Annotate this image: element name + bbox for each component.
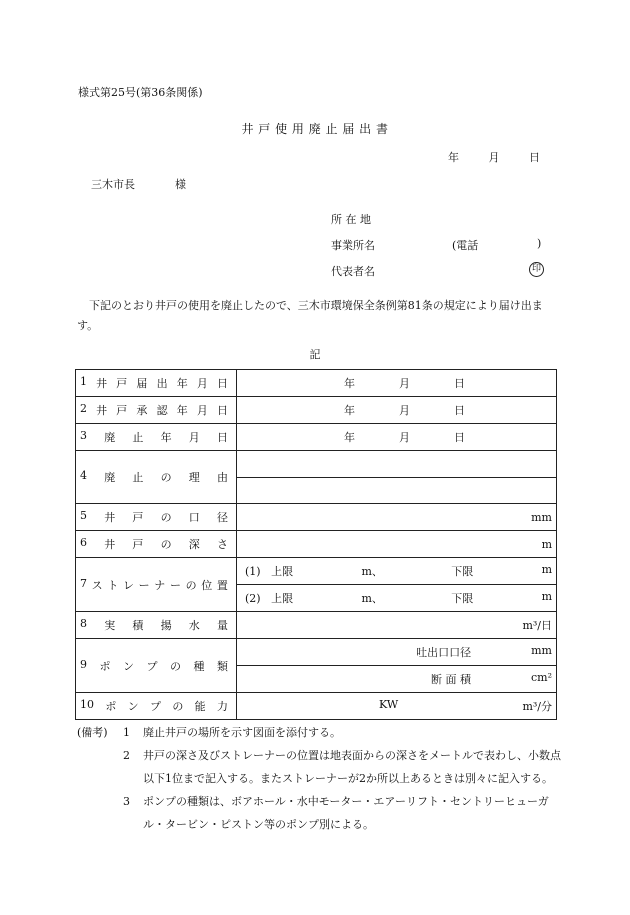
row-label-char: 深 <box>188 538 200 551</box>
row-number: 5 <box>80 509 87 522</box>
ymd-cell[interactable]: 年 月 日 <box>237 424 557 451</box>
row-label-char: 種 <box>193 659 205 673</box>
row-number: 2 <box>80 402 87 415</box>
table-row <box>76 424 557 451</box>
row-label-char: 日 <box>216 431 228 444</box>
date-month: 月 <box>488 151 500 164</box>
row-label-char: の <box>160 471 172 484</box>
ki-heading: 記 <box>309 348 321 361</box>
row-label-char: 日 <box>216 377 228 390</box>
office-name-label: 事業所名 <box>331 239 375 252</box>
depth-cell[interactable]: m <box>237 531 557 558</box>
row-label-char: 井 <box>96 377 108 390</box>
row-label-char: さ <box>216 538 228 551</box>
row-label-char: 積 <box>132 619 144 632</box>
pump-bore-cell[interactable]: 吐出口口径 mm <box>237 639 557 666</box>
row-label-char: プ <box>146 659 158 673</box>
table-row <box>76 693 557 720</box>
reason-cell-2[interactable] <box>237 478 557 504</box>
row-label-char: ポ <box>99 659 111 673</box>
row-label-char: ナ <box>154 578 166 592</box>
row-label-char: 量 <box>216 619 228 632</box>
row-label-char: 年 <box>176 377 188 390</box>
row-label-char: 止 <box>132 431 144 444</box>
row-label-char: 戸 <box>116 377 128 390</box>
row-label-char: 水 <box>188 619 200 632</box>
table-row <box>76 639 557 666</box>
date-line <box>448 149 540 165</box>
seal-mark: 印 <box>529 262 544 277</box>
row-label-char: の <box>160 538 172 551</box>
body-text: 下記のとおり井戸の使用を廃止したので、三木市環境保全条例第81条の規定により届け出ます。 <box>77 299 543 332</box>
row-label-char: 認 <box>156 404 168 417</box>
date-year: 年 <box>448 151 459 164</box>
telephone-close: ) <box>537 237 542 250</box>
bore-cell[interactable]: mm <box>237 504 557 531</box>
row-label-char: レ <box>122 578 134 592</box>
row-label <box>76 693 237 720</box>
row-label-char: 置 <box>216 578 228 592</box>
reason-cell-1[interactable] <box>237 451 557 478</box>
form-number: 様式第25号(第36条関係) <box>78 86 203 99</box>
row-label-char: の <box>185 578 197 592</box>
row-label-char: ト <box>107 578 119 592</box>
row-label-char: 戸 <box>116 404 128 417</box>
addressee-name: 三木市長 <box>91 178 135 191</box>
row-number: 9 <box>80 657 87 671</box>
strainer-cell-1[interactable]: (1) 上限 m、 下限 m <box>237 558 557 585</box>
row-label-char: 日 <box>216 404 228 417</box>
row-label-char: ー <box>169 578 181 592</box>
form-table <box>75 369 557 720</box>
row-label <box>76 424 237 451</box>
row-label-char: プ <box>149 700 161 713</box>
row-label-char: ス <box>91 578 103 592</box>
row-label-char: ン <box>123 659 134 673</box>
pump-power-cell[interactable]: KW m³/分 <box>237 693 557 720</box>
notes <box>77 721 567 836</box>
row-label-char: 揚 <box>160 619 172 632</box>
row-label-char: 径 <box>216 511 228 524</box>
row-label-char: 月 <box>196 404 208 417</box>
ymd-cell[interactable]: 年 月 日 <box>237 397 557 424</box>
row-label-char: 届 <box>136 377 148 390</box>
document-title: 井 戸 使 用 廃 止 届 出 書 <box>241 122 389 136</box>
row-label-char: 廃 <box>104 431 116 444</box>
row-label <box>76 558 237 612</box>
row-label-char: 戸 <box>132 538 144 551</box>
table-row <box>76 370 557 397</box>
note-item: 2 井戸の深さ及びストレーナーの位置は地表面からの深さをメートルで表わし、小数点以下1位まで記入する。またストレーナーが2か所以上あるときは別々に記入する。 <box>123 749 561 785</box>
note-item: 1 廃止井戸の場所を示す図面を添付する。 <box>123 726 341 739</box>
address-label: 所 在 地 <box>331 213 371 226</box>
row-label-char: 年 <box>176 404 188 417</box>
table-row <box>76 612 557 639</box>
row-label-char: 出 <box>156 377 168 390</box>
row-label-char: 年 <box>160 431 172 444</box>
row-label-char: 戸 <box>132 511 144 524</box>
table-row <box>76 531 557 558</box>
row-label-char: の <box>172 700 184 713</box>
row-label-char: 井 <box>96 404 108 417</box>
row-label-char: 能 <box>194 700 206 713</box>
row-label-char: 井 <box>104 538 116 551</box>
row-label-char: 井 <box>104 511 116 524</box>
row-label <box>76 639 237 693</box>
row-label-char: 由 <box>216 471 228 484</box>
note-item: 3 ポンプの種類は、ボアホール・水中モーター・エアーリフト・セントリーヒューガル・タービン・ピストン等のポンプ別による。 <box>123 795 549 831</box>
row-label-char: ン <box>127 700 139 713</box>
row-label-char: 類 <box>217 659 228 673</box>
table-row <box>76 558 557 585</box>
row-number: 10 <box>80 698 94 711</box>
row-number: 3 <box>80 429 87 442</box>
ymd-cell[interactable]: 年 月 日 <box>237 370 557 397</box>
row-label <box>76 531 237 558</box>
row-label <box>76 397 237 424</box>
row-label-char: 理 <box>188 471 200 484</box>
row-label-char: 月 <box>188 431 200 444</box>
row-label-char: 力 <box>216 700 228 713</box>
row-label-char: 廃 <box>104 471 116 484</box>
row-number: 6 <box>80 536 87 549</box>
row-label-char: 月 <box>196 377 208 390</box>
row-number: 1 <box>80 375 87 388</box>
row-label <box>76 504 237 531</box>
row-number: 4 <box>80 469 87 482</box>
row-label-char: 止 <box>132 471 144 484</box>
row-number: 8 <box>80 617 87 630</box>
table-row <box>76 504 557 531</box>
strainer-cell-2[interactable]: (2) 上限 m、 下限 m <box>237 585 557 612</box>
date-day: 日 <box>529 151 540 164</box>
representative-label: 代表者名 <box>331 265 375 278</box>
row-label <box>76 612 237 639</box>
addressee-suffix: 様 <box>175 178 186 191</box>
row-number: 7 <box>80 576 87 590</box>
notes-label: (備考) <box>77 726 108 739</box>
table-row <box>76 451 557 478</box>
row-label-char: 位 <box>201 578 213 592</box>
row-label-char: 実 <box>104 619 116 632</box>
row-label-char: の <box>170 659 181 673</box>
row-label-char: ポ <box>105 700 117 713</box>
water-amount-cell[interactable]: m³/日 <box>237 612 557 639</box>
row-label <box>76 451 237 504</box>
row-label-char: 口 <box>188 511 200 524</box>
table-row <box>76 397 557 424</box>
addressee <box>91 176 186 192</box>
row-label-char: 承 <box>136 404 148 417</box>
telephone-label: (電話 <box>452 239 479 252</box>
pump-area-cell[interactable]: 断 面 積 cm² <box>237 666 557 693</box>
row-label <box>76 370 237 397</box>
row-label-char: の <box>160 511 172 524</box>
row-label-char: ー <box>138 578 150 592</box>
